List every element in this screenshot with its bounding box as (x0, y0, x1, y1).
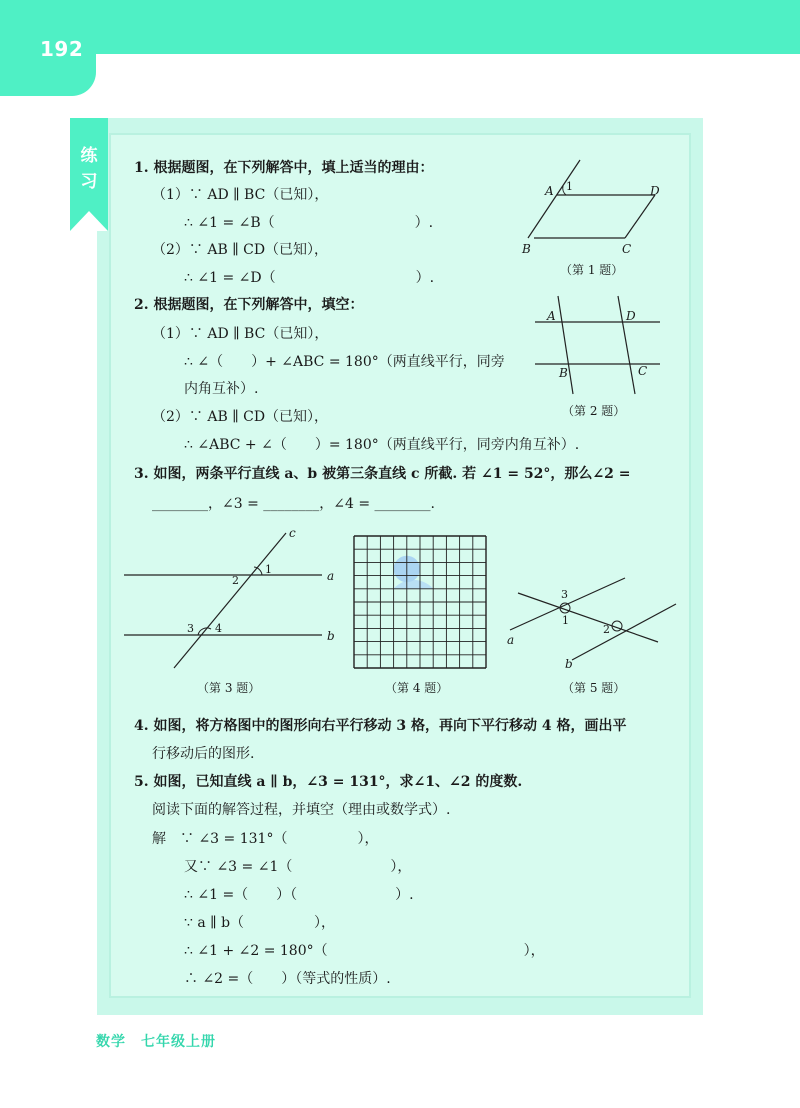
q5-step-5: ∴ ∠1 + ∠2 = 180°（ ）， (184, 943, 545, 959)
q3-label-b: b (327, 629, 335, 643)
q5-label-a: a (507, 633, 515, 647)
q2-line-2: ∴ ∠（ ）+ ∠ABC = 180°（两直线平行，同旁 (184, 354, 505, 370)
q2-label-A: A (547, 309, 556, 323)
section-label-text: 练习 (80, 146, 98, 192)
book-title-footer: 数学 七年级上册 (96, 1034, 216, 1050)
q3-label-a: a (327, 569, 335, 583)
q5-line-2: 阅读下面的解答过程，并填空（理由或数学式）. (152, 802, 451, 818)
q3-label-c: c (289, 526, 296, 540)
q5-line-b (572, 604, 676, 660)
q1-line-2: ∴ ∠1 = ∠B（ ）. (184, 215, 434, 231)
q5-line-1: 5. 如图，已知直线 a ∥ b，∠3 = 131°，求∠1、∠2 的度数. (134, 774, 523, 790)
q3-label-4: 4 (215, 622, 222, 635)
q5-step-3: ∴ ∠1 =（ ）（ ）. (184, 887, 414, 903)
q1-label-B: B (522, 242, 531, 256)
q1-intro: 1. 根据题图，在下列解答中，填上适当的理由： (134, 160, 434, 176)
q5-step-6: ∴ ∠2 =（ ）（等式的性质）. (184, 971, 391, 987)
q3-label-2: 2 (232, 574, 239, 587)
q5-label-1: 1 (562, 614, 569, 627)
q2-intro: 2. 根据题图，在下列解答中，填空： (134, 297, 364, 313)
q5-step-1: 解 ∵ ∠3 = 131°（ ）， (152, 831, 379, 847)
q4-line-1: 4. 如图，将方格图中的图形向右平行移动 3 格，再向下平行移动 4 格，画出平 (134, 718, 627, 734)
q3-label-1: 1 (265, 563, 272, 576)
q2-label-D: D (626, 309, 636, 323)
q2-caption: （第 2 题） (562, 404, 626, 418)
q4-line-2: 行移动后的图形. (152, 746, 255, 762)
q1-line-4: ∴ ∠1 = ∠D（ ）. (184, 270, 435, 286)
q2-label-B: B (559, 366, 568, 380)
q3-line-1: 3. 如图，两条平行直线 a、b 被第三条直线 c 所截. 若 ∠1 = 52°，那么∠2 = (134, 466, 631, 482)
q1-line-3: （2）∵ AB ∥ CD（已知）， (152, 242, 329, 258)
q5-label-b: b (565, 657, 573, 671)
q2-label-C: C (638, 364, 648, 378)
q2-line-1: （1）∵ AD ∥ BC（已知）， (152, 326, 329, 342)
q5-step-2: 又∵ ∠3 = ∠1（ ）， (184, 859, 412, 875)
q3-caption: （第 3 题） (197, 681, 261, 695)
q1-label-A: A (545, 184, 554, 198)
q3-label-3: 3 (187, 622, 194, 635)
q5-label-3: 3 (561, 588, 568, 601)
q5-label-2: 2 (603, 623, 610, 636)
page-number: 192 (40, 37, 84, 61)
q1-label-1: 1 (566, 180, 573, 193)
q1-line-1: （1）∵ AD ∥ BC（已知）， (152, 187, 329, 203)
q2-line-5: ∴ ∠ABC + ∠（ ）= 180°（两直线平行，同旁内角互补）. (184, 437, 580, 453)
q5-caption: （第 5 题） (562, 681, 626, 695)
q1-label-C: C (622, 242, 632, 256)
q1-label-D: D (650, 184, 660, 198)
q4-caption: （第 4 题） (385, 681, 449, 695)
q5-step-4: ∵ a ∥ b（ ）， (184, 915, 336, 931)
q2-line-4: （2）∵ AB ∥ CD（已知）， (152, 409, 329, 425)
q3-line-2: ________，∠3 = ________，∠4 = ________. (152, 496, 435, 512)
q2-line-3: 内角互补）. (184, 381, 259, 397)
q1-caption: （第 1 题） (560, 263, 624, 277)
